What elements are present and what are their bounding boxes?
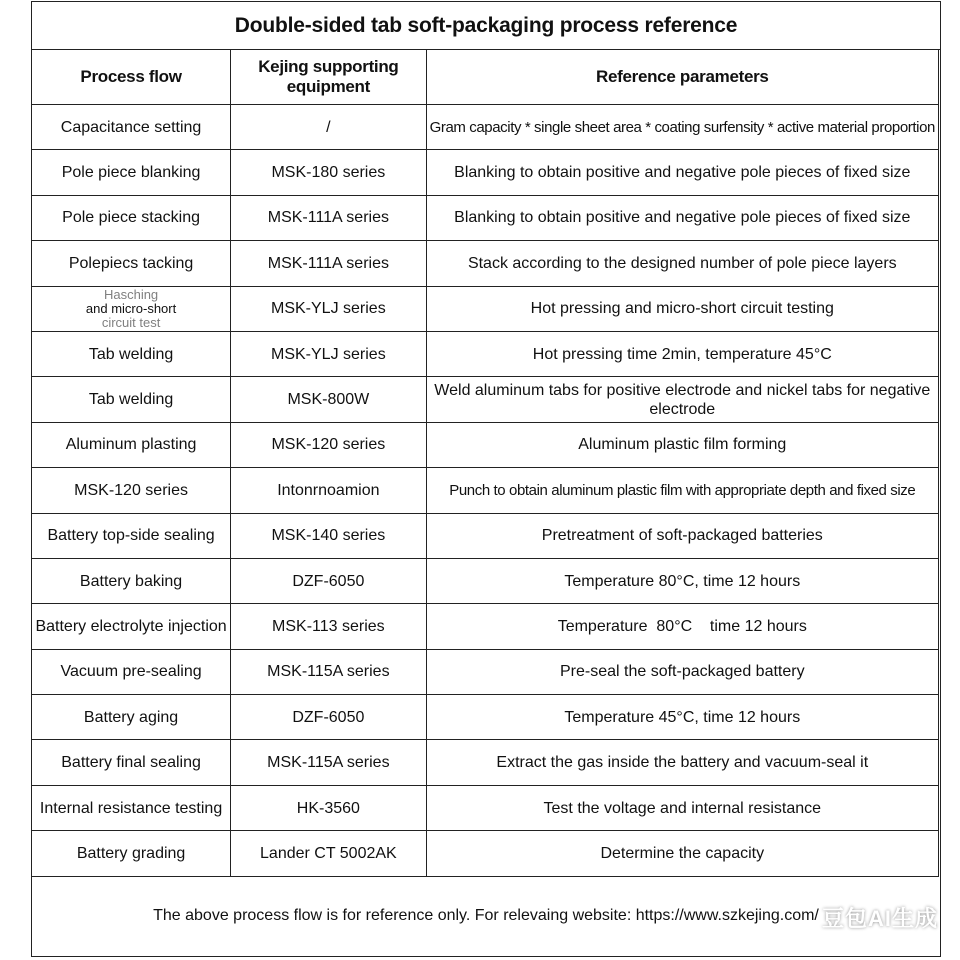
equipment-cell: MSK-YLJ series	[231, 331, 426, 376]
table-row	[32, 831, 939, 876]
parameters-cell: Determine the capacity	[426, 831, 938, 876]
table-row	[32, 468, 939, 513]
process-table	[31, 49, 939, 877]
equipment-cell: MSK-111A series	[231, 195, 426, 240]
equipment-cell: MSK-120 series	[231, 422, 426, 467]
header-equipment: Kejing supporting equipment	[231, 50, 426, 105]
table-row	[32, 286, 939, 331]
parameters-cell: Blanking to obtain positive and negative pole pieces of fixed size	[426, 195, 938, 240]
parameters-cell: Pre-seal the soft-packaged battery	[426, 649, 938, 694]
header-row	[32, 50, 939, 105]
parameters-cell: Weld aluminum tabs for positive electrode and nickel tabs for negative electrode	[426, 377, 938, 422]
table-row	[32, 558, 939, 603]
parameters-cell: Blanking to obtain positive and negative pole pieces of fixed size	[426, 150, 938, 195]
table-row	[32, 241, 939, 286]
footer-note: The above process flow is for reference only. For relevaing website: https://www.szkejing.com/	[153, 907, 819, 924]
table-row	[32, 513, 939, 558]
header-parameters: Reference parameters	[426, 50, 938, 105]
table-row	[32, 740, 939, 785]
parameters-cell: Temperature 80°C, time 12 hours	[426, 558, 938, 603]
parameters-cell: Aluminum plastic film forming	[426, 422, 938, 467]
process-cell-top-line: Hasching	[103, 286, 159, 302]
table-row	[32, 604, 939, 649]
equipment-cell: DZF-6050	[231, 558, 426, 603]
parameters-cell: Hot pressing and micro-short circuit testing	[426, 286, 938, 331]
table-row	[32, 150, 939, 195]
equipment-cell: MSK-YLJ series	[231, 286, 426, 331]
process-cell: Tab welding	[32, 377, 231, 422]
table-row	[32, 377, 939, 422]
process-cell-bottom-line: circuit test	[101, 314, 161, 330]
parameters-cell: Temperature 45°C, time 12 hours	[426, 695, 938, 740]
equipment-cell: Lander CT 5002AK	[231, 831, 426, 876]
process-cell: Capacitance setting	[32, 105, 231, 150]
process-cell: Battery top-side sealing	[32, 513, 231, 558]
parameters-cell: Temperature 80°C time 12 hours	[426, 604, 938, 649]
equipment-cell: MSK-113 series	[231, 604, 426, 649]
table-row	[32, 695, 939, 740]
table-row	[32, 649, 939, 694]
equipment-cell: MSK-800W	[231, 377, 426, 422]
process-cell	[32, 286, 231, 331]
process-cell: MSK-120 series	[32, 468, 231, 513]
parameters-cell: Extract the gas inside the battery and vacuum-seal it	[426, 740, 938, 785]
equipment-cell: MSK-180 series	[231, 150, 426, 195]
parameters-cell: Test the voltage and internal resistance	[426, 785, 938, 830]
process-cell: Polepiecs tacking	[32, 241, 231, 286]
process-cell: Internal resistance testing	[32, 785, 231, 830]
equipment-cell: MSK-115A series	[231, 649, 426, 694]
process-cell: Vacuum pre-sealing	[32, 649, 231, 694]
parameters-cell: Punch to obtain aluminum plastic film with appropriate depth and fixed size	[426, 468, 938, 513]
process-cell: Battery grading	[32, 831, 231, 876]
table-row	[32, 331, 939, 376]
parameters-cell: Hot pressing time 2min, temperature 45°C	[426, 331, 938, 376]
table-row	[32, 422, 939, 467]
table-row	[32, 195, 939, 240]
process-cell: Battery final sealing	[32, 740, 231, 785]
equipment-cell: DZF-6050	[231, 695, 426, 740]
process-cell: Battery aging	[32, 695, 231, 740]
process-cell: Battery baking	[32, 558, 231, 603]
equipment-cell: HK-3560	[231, 785, 426, 830]
table-row	[32, 105, 939, 150]
equipment-cell: MSK-115A series	[231, 740, 426, 785]
process-cell: Pole piece stacking	[32, 195, 231, 240]
parameters-cell: Pretreatment of soft-packaged batteries	[426, 513, 938, 558]
ai-watermark: 豆包AI生成	[821, 906, 938, 931]
process-cell: Tab welding	[32, 331, 231, 376]
process-cell-main-line: and micro-short	[85, 300, 177, 316]
process-cell: Battery electrolyte injection	[32, 604, 231, 649]
process-cell: Aluminum plasting	[32, 422, 231, 467]
equipment-cell: Intonrnoamion	[231, 468, 426, 513]
equipment-cell: /	[231, 105, 426, 150]
table-title: Double-sided tab soft-packaging process reference	[32, 2, 940, 50]
parameters-cell: Gram capacity * single sheet area * coating surfensity * active material proportion	[426, 105, 938, 150]
equipment-cell: MSK-111A series	[231, 241, 426, 286]
equipment-cell: MSK-140 series	[231, 513, 426, 558]
parameters-cell: Stack according to the designed number of pole piece layers	[426, 241, 938, 286]
header-process-flow: Process flow	[32, 50, 231, 105]
process-reference-sheet	[31, 1, 941, 957]
process-cell: Pole piece blanking	[32, 150, 231, 195]
table-row	[32, 785, 939, 830]
